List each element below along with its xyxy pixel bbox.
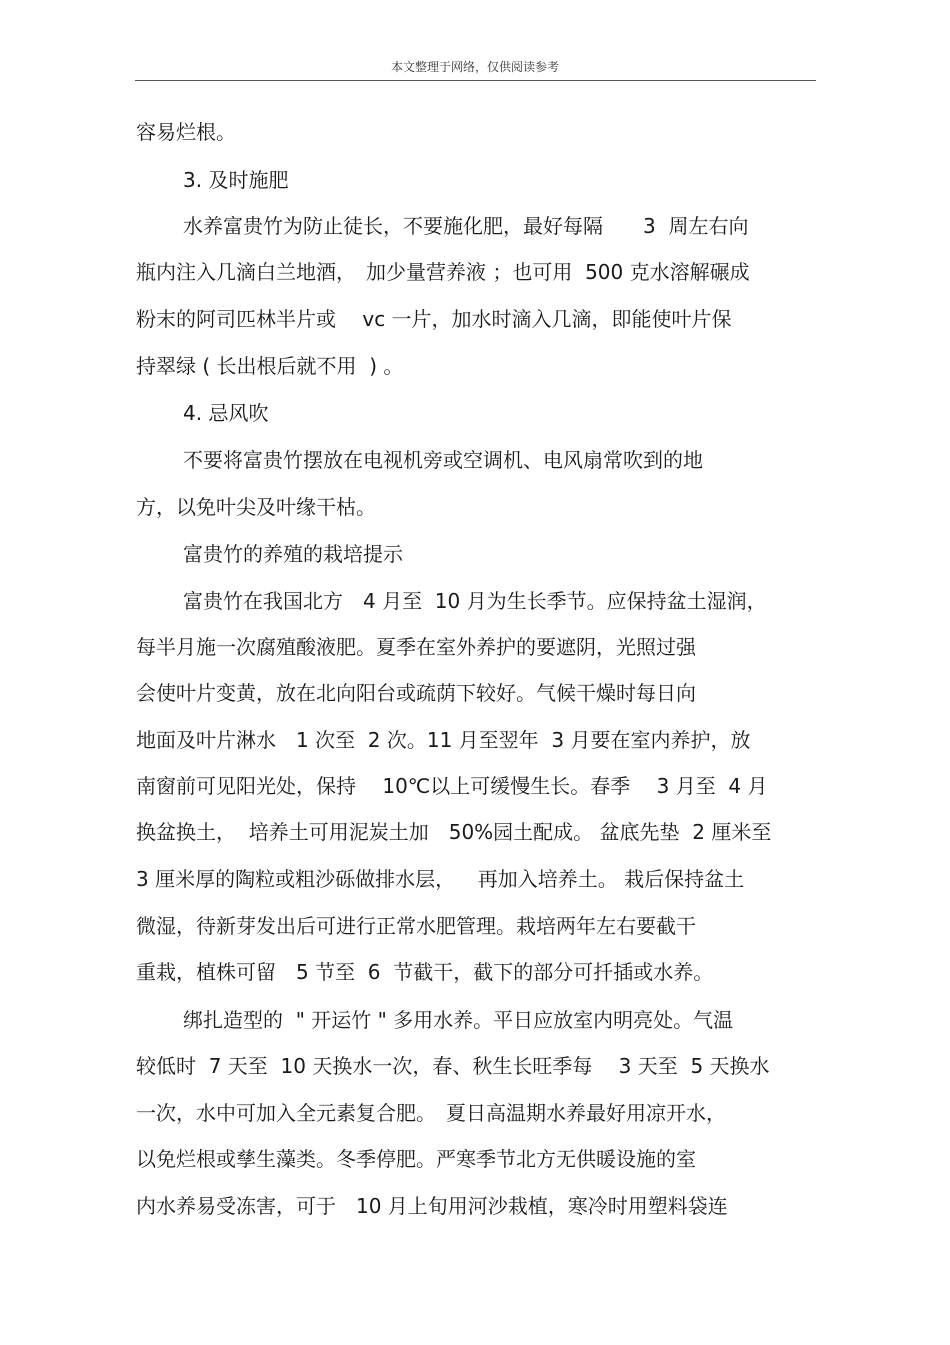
text-line: 方，以免叶尖及叶缘干枯。 <box>136 495 376 519</box>
text-line: 3 厘米厚的陶粒或粗沙砾做排水层， 再加入培养土。 栽后保持盆土 <box>136 867 745 891</box>
text-line: 持翠绿 ( 长出根后就不用 ) 。 <box>136 354 404 378</box>
text-line: 水养富贵竹为防止徒长，不要施化肥，最好每隔 3 周左右向 <box>183 214 749 238</box>
text-line: 瓶内注入几滴白兰地酒， 加少量营养液 ；也可用 500 克水溶解碾成 <box>136 260 750 284</box>
text-line: 不要将富贵竹摆放在电视机旁或空调机、电风扇常吹到的地 <box>183 448 703 472</box>
text-line: 换盆换土， 培养土可用泥炭土加 50%园土配成。 盆底先垫 2 厘米至 <box>136 820 772 844</box>
text-line: 粉末的阿司匹林半片或 vc 一片，加水时滴入几滴，即能使叶片保 <box>136 307 732 331</box>
text-line: 会使叶片变黄，放在北向阳台或疏荫下较好。气候干燥时每日向 <box>136 681 696 705</box>
text-line: 内水养易受冻害，可于 10 月上旬用河沙栽植，寒冷时用塑料袋连 <box>136 1194 728 1218</box>
text-line: 较低时 7 天至 10 天换水一次，春、秋生长旺季每 3 天至 5 天换水 <box>136 1054 770 1078</box>
page-header: 本文整理于网络，仅供阅读参考 <box>390 60 559 74</box>
text-line: 容易烂根。 <box>136 120 236 144</box>
section-heading: 3. 及时施肥 <box>183 168 289 192</box>
text-line: 南窗前可见阳光处，保持 10℃以上可缓慢生长。春季 3 月至 4 月 <box>136 774 768 798</box>
text-line: 重栽，植株可留 5 节至 6 节截干，截下的部分可扦插或水养。 <box>136 960 714 984</box>
text-line: 一次，水中可加入全元素复合肥。 夏日高温期水养最好用凉开水， <box>136 1101 726 1125</box>
section-heading: 4. 忌风吹 <box>183 401 269 425</box>
text-line: 每半月施一次腐殖酸液肥。夏季在室外养护的要遮阴，光照过强 <box>136 635 696 659</box>
text-line: 富贵竹在我国北方 4 月至 10 月为生长季节。应保持盆土湿润， <box>183 589 767 613</box>
text-line: 以免烂根或孳生藻类。冬季停肥。严寒季节北方无供暖设施的室 <box>136 1147 696 1171</box>
text-line: 绑扎造型的 " 开运竹 " 多用水养。平日应放室内明亮处。气温 <box>183 1008 734 1032</box>
text-line: 微湿，待新芽发出后可进行正常水肥管理。栽培两年左右要截干 <box>136 914 696 938</box>
section-heading: 富贵竹的养殖的栽培提示 <box>183 542 403 566</box>
text-line: 地面及叶片淋水 1 次至 2 次。11 月至翌年 3 月要在室内养护，放 <box>136 728 751 752</box>
